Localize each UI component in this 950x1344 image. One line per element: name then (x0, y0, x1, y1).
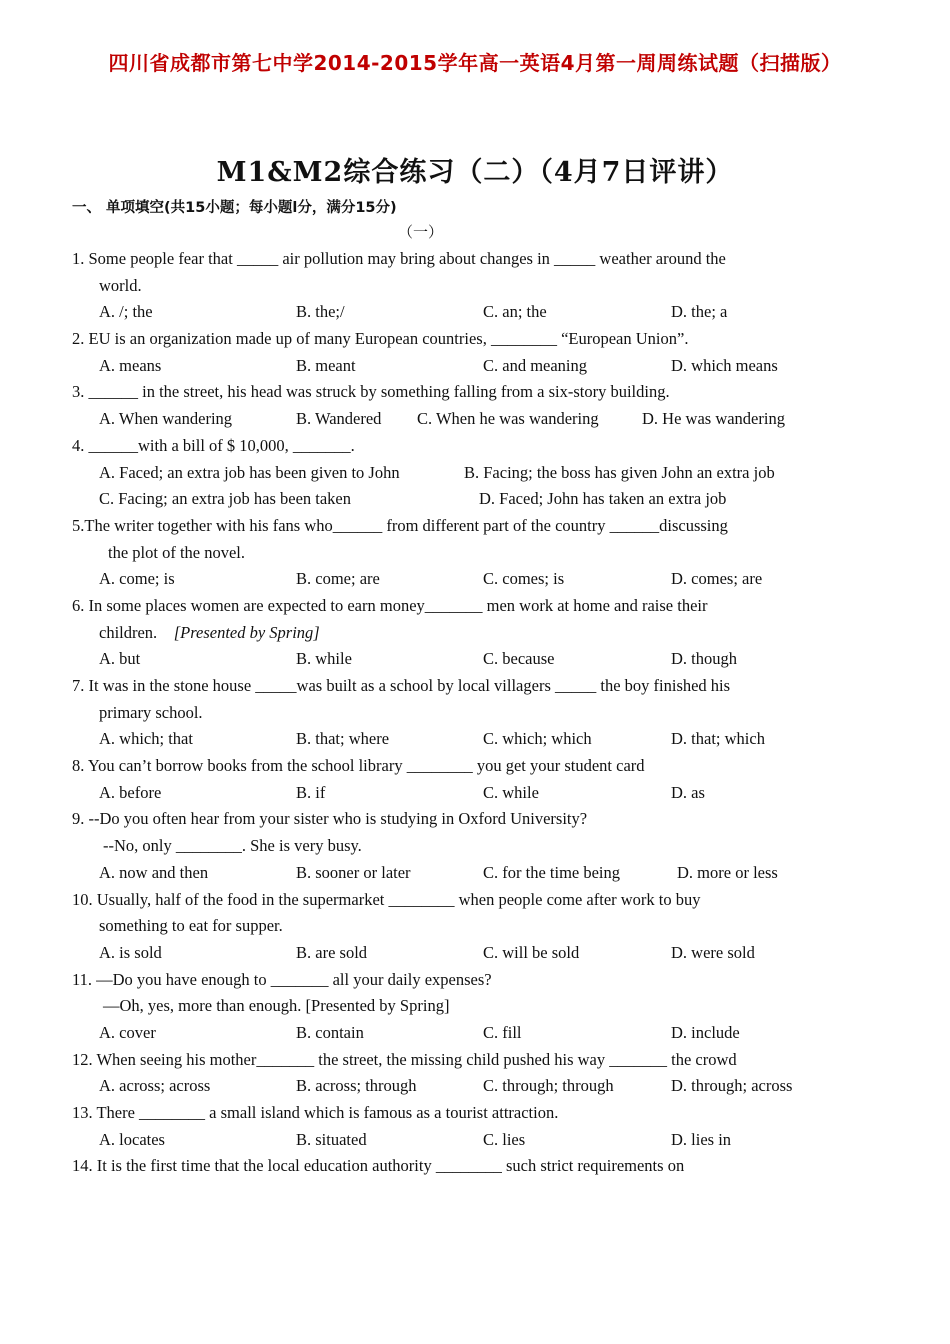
option-b: B. the;/ (296, 302, 345, 322)
option-a: A. come; is (99, 569, 175, 589)
option-a: A. which; that (99, 729, 193, 749)
question-8-options (72, 780, 812, 807)
option-d: D. that; which (671, 729, 765, 749)
option-a: A. is sold (99, 942, 162, 962)
option-b: B. contain (296, 1022, 364, 1042)
question-3-stem: 3. ______ in the street, his head was struck by something falling from a six-story building. (72, 382, 670, 402)
question-5-stem-cont: the plot of the novel. (108, 542, 246, 562)
question-6-stem: 6. In some places women are expected to earn money_______ men work at home and raise their (72, 595, 708, 615)
question-5-options (72, 566, 812, 593)
option-b: B. while (296, 649, 352, 669)
option-c: C. Facing; an extra job has been taken (99, 489, 352, 509)
header-title: 四川省成都市第七中学2014-2015学年高一英语4月第一周周练试题（扫描版） (108, 51, 842, 75)
question-12-stem: 12. When seeing his mother_______ the street, the missing child pushed his way _______ the crowd (72, 1049, 737, 1069)
option-a: A. Faced; an extra job has been given to John (99, 462, 400, 482)
option-c: C. an; the (483, 302, 547, 322)
option-c: C. for the time being (483, 862, 621, 882)
option-c: C. because (483, 649, 555, 669)
option-b: B. across; through (296, 1076, 417, 1096)
option-b: B. Wandered (296, 409, 382, 429)
question-6-stem-text: children. (99, 622, 158, 642)
option-a: A. but (99, 649, 141, 669)
question-12-options (72, 1073, 812, 1100)
page-title: M1&M2综合练习（二）（4月7日评讲） (216, 157, 734, 188)
option-d: D. comes; are (671, 569, 763, 589)
option-b: B. situated (296, 1129, 367, 1149)
question-1-stem-cont: world. (99, 275, 142, 295)
question-4-stem: 4. ______with a bill of $ 10,000, _______. (72, 435, 355, 455)
option-c: C. When he was wandering (417, 409, 599, 429)
option-a: A. locates (99, 1129, 165, 1149)
option-d: D. which means (671, 355, 778, 375)
question-11-stem-cont: —Oh, yes, more than enough. [Presented by Spring] (103, 996, 450, 1016)
question-6-stem-cont (72, 620, 812, 647)
question-2-stem: 2. EU is an organization made up of many European countries, ________ “European Union”. (72, 329, 689, 349)
option-a: A. means (99, 355, 162, 375)
question-1-stem: 1. Some people fear that _____ air pollution may bring about changes in _____ weather around the (72, 249, 726, 268)
option-d: D. as (671, 782, 705, 802)
option-c: C. through; through (483, 1076, 614, 1096)
option-d: D. through; across (671, 1076, 793, 1096)
question-13-stem: 13. There ________ a small island which is famous as a tourist attraction. (72, 1103, 559, 1122)
option-d: D. were sold (671, 942, 755, 962)
question-11-stem: 11. —Do you have enough to _______ all your daily expenses? (72, 969, 492, 989)
option-d: D. lies in (671, 1129, 732, 1149)
question-7-stem-cont: primary school. (99, 702, 203, 722)
option-b: B. come; are (296, 569, 380, 589)
question-9-stem-cont: --No, only ________. She is very busy. (103, 836, 362, 856)
option-a: A. before (99, 782, 162, 802)
question-9-stem: 9. --Do you often hear from your sister who is studying in Oxford University? (72, 809, 588, 829)
option-c: C. which; which (483, 729, 592, 749)
option-b: B. are sold (296, 942, 368, 962)
option-c: C. lies (483, 1129, 526, 1149)
question-7-stem: 7. It was in the stone house _____was built as a school by local villagers _____ the boy finished his (72, 676, 731, 695)
question-13-options (72, 1127, 812, 1154)
question-1-options (72, 299, 812, 326)
option-b: B. if (296, 782, 326, 802)
option-d: D. though (671, 649, 737, 669)
section-heading: 一、 单项填空(共15小题；每小题l分，满分15分) (72, 200, 397, 216)
option-c: C. will be sold (483, 942, 580, 962)
question-10-stem-cont: something to eat for supper. (99, 916, 283, 936)
option-d: D. the; a (671, 302, 728, 322)
option-d: D. Faced; John has taken an extra job (479, 489, 727, 509)
option-c: C. fill (483, 1022, 522, 1042)
option-c: C. and meaning (483, 355, 588, 375)
part-label: （一） (398, 223, 444, 241)
option-d: D. He was wandering (642, 409, 785, 429)
option-b: B. sooner or later (296, 862, 411, 882)
question-9-options (72, 860, 812, 887)
question-14-stem: 14. It is the first time that the local education authority ________ such strict requirements on (72, 1156, 685, 1176)
question-8-stem: 8. You can’t borrow books from the school library ________ you get your student card (72, 756, 645, 776)
option-a: A. cover (99, 1022, 156, 1042)
question-10-options (72, 940, 812, 967)
question-6-options (72, 646, 812, 673)
option-a: A. /; the (99, 302, 153, 322)
question-4-options-row1 (72, 460, 812, 487)
presented-by-note: [Presented by Spring] (173, 622, 320, 642)
option-c: C. comes; is (483, 569, 565, 589)
question-10-stem: 10. Usually, half of the food in the supermarket ________ when people come after work to buy (72, 889, 701, 909)
option-a: A. When wandering (99, 409, 233, 429)
option-b: B. that; where (296, 729, 390, 749)
option-d: D. include (671, 1022, 740, 1042)
question-4-options-row2 (72, 486, 812, 513)
question-list (72, 246, 812, 1180)
option-b: B. meant (296, 355, 356, 375)
option-d: D. more or less (677, 862, 778, 882)
question-3-options (72, 406, 812, 433)
option-c: C. while (483, 782, 539, 802)
question-7-options (72, 726, 812, 753)
option-b: B. Facing; the boss has given John an extra job (464, 462, 775, 482)
option-a: A. now and then (99, 862, 209, 882)
question-5-stem: 5.The writer together with his fans who______ from different part of the country ______discussing (72, 515, 728, 535)
option-a: A. across; across (99, 1076, 211, 1096)
question-11-options (72, 1020, 812, 1047)
question-2-options (72, 353, 812, 380)
